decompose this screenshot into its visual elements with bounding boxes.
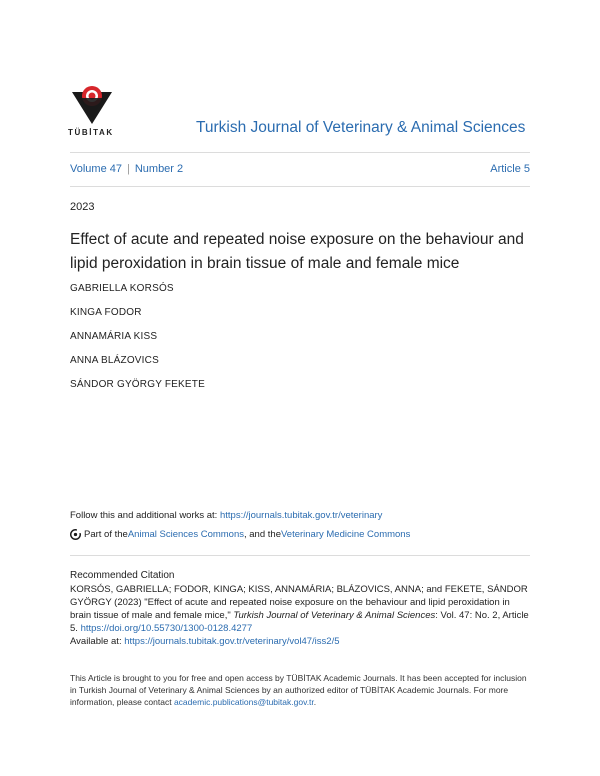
follow-prefix: Follow this and additional works at:	[70, 510, 220, 521]
follow-line	[70, 510, 382, 521]
access-note	[70, 672, 532, 708]
author-3: ANNAMÁRIA KISS	[70, 331, 158, 342]
number-link[interactable]: Number 2	[134, 163, 184, 175]
journal-title-link[interactable]: Turkish Journal of Veterinary & Animal Sciences	[196, 119, 526, 136]
citation-text: KORSÓS, GABRIELLA; FODOR, KINGA; KISS, ANNAMÁRIA; BLÁZOVICS, ANNA; and FEKETE, SÁNDOR GYÖRGY (2023) "Effect of acute and repeated noise exposure on the behaviour and lipid peroxidation in brain tissue of male and female mice,"	[70, 584, 528, 621]
citation-volume: : Vol. 47: No. 2, Article 5.	[70, 610, 529, 634]
available-url-link[interactable]: https://journals.tubitak.gov.tr/veterinary/vol47/iss2/5	[124, 636, 340, 647]
author-2: KINGA FODOR	[70, 307, 142, 318]
volume-link[interactable]: Volume 47	[70, 163, 122, 175]
meta-divider	[70, 186, 530, 187]
part-of-line	[70, 529, 410, 540]
article-title: Effect of acute and repeated noise exposure on the behaviour and lipid peroxidation in brain tissue of male and female mice	[70, 231, 524, 272]
author-5: SÁNDOR GYÖRGY FEKETE	[70, 379, 205, 390]
part-of-prefix: Part of the	[84, 529, 128, 540]
contact-email-link[interactable]: academic.publications@tubitak.gov.tr	[173, 697, 314, 707]
publication-year: 2023	[70, 201, 95, 213]
doi-link[interactable]: https://doi.org/10.55730/1300-0128.4277	[80, 623, 253, 634]
author-1: GABRIELLA KORSÓS	[70, 283, 174, 294]
citation-journal: Turkish Journal of Veterinary & Animal Sciences	[233, 610, 436, 621]
citation-divider	[70, 555, 530, 556]
citation-heading: Recommended Citation	[70, 570, 175, 581]
access-note-text: This Article is brought to you for free and open access by TÜBİTAK Academic Journals. It has been accepted for inclusion in Turkish Journal of Veterinary & Animal Sciences by an authorized editor of TÜBİTAK Academic Journals. For more information, please contact	[70, 673, 527, 707]
author-4: ANNA BLÁZOVICS	[70, 355, 159, 366]
veterinary-medicine-commons-link[interactable]: Veterinary Medicine Commons	[280, 529, 411, 540]
header-divider	[70, 152, 530, 153]
part-of-middle: , and the	[244, 529, 281, 540]
access-note-end: .	[313, 697, 317, 707]
available-prefix: Available at:	[70, 636, 125, 647]
issue-breadcrumb	[70, 163, 183, 175]
citation-block	[70, 583, 532, 648]
animal-sciences-commons-link[interactable]: Animal Sciences Commons	[127, 529, 244, 540]
article-link[interactable]: Article 5	[490, 163, 530, 175]
logo-text: TÜBİTAK	[68, 128, 114, 137]
follow-url-link[interactable]: https://journals.tubitak.gov.tr/veterinary	[219, 510, 383, 521]
open-access-icon	[70, 529, 81, 540]
breadcrumb-separator: |	[126, 163, 130, 175]
